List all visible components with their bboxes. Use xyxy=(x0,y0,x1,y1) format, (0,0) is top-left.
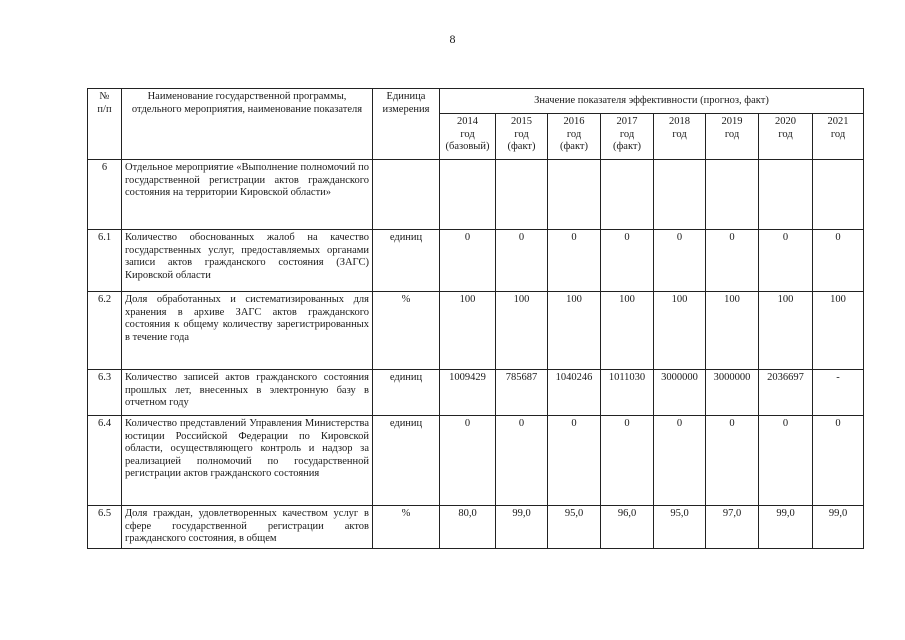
row-value: 0 xyxy=(548,230,601,292)
row-value: 0 xyxy=(548,416,601,506)
table-row xyxy=(88,416,864,506)
row-value: 785687 xyxy=(496,370,548,416)
header-year-4 xyxy=(654,114,706,160)
row-value xyxy=(601,160,654,230)
row-number: 6.1 xyxy=(88,230,122,292)
header-year-line2: год xyxy=(830,128,846,140)
header-year-line3: (факт) xyxy=(612,141,641,152)
row-value: 97,0 xyxy=(706,506,759,549)
row-value: 0 xyxy=(654,416,706,506)
row-value: 0 xyxy=(601,230,654,292)
row-unit: единиц xyxy=(373,230,440,292)
row-unit: единиц xyxy=(373,370,440,416)
header-value-group: Значение показателя эффективности (прогноз, факт) xyxy=(440,89,864,114)
header-year-3 xyxy=(601,114,654,160)
row-value: 1040246 xyxy=(548,370,601,416)
row-unit: % xyxy=(373,506,440,549)
header-year-line2: год xyxy=(724,128,740,140)
header-year-line1: 2019 xyxy=(721,116,743,127)
row-value xyxy=(813,160,864,230)
row-indicator-name: Отдельное мероприятие «Выполнение полномочий по государственной регистрации актов гражданского состояния на территории Кировской области» xyxy=(122,160,373,230)
row-unit xyxy=(373,160,440,230)
row-unit: единиц xyxy=(373,416,440,506)
row-value: 0 xyxy=(813,230,864,292)
row-value: 1011030 xyxy=(601,370,654,416)
row-number: 6.5 xyxy=(88,506,122,549)
row-value: 100 xyxy=(813,292,864,370)
row-value xyxy=(654,160,706,230)
row-indicator-name: Доля обработанных и систематизированных для хранения в архиве ЗАГС актов гражданского состояния к общему количеству зарегистрированных в течение года xyxy=(122,292,373,370)
row-value: 99,0 xyxy=(759,506,813,549)
row-value: 100 xyxy=(601,292,654,370)
header-year-line1: 2021 xyxy=(827,116,849,127)
row-value xyxy=(759,160,813,230)
row-value: 100 xyxy=(706,292,759,370)
row-number: 6.2 xyxy=(88,292,122,370)
header-year-0 xyxy=(440,114,496,160)
row-indicator-name: Количество представлений Управления Министерства юстиции Российской Федерации по Кировской области, осуществляющего контроль и надзор за реализацией полномочий по государственной регистрации актов гражданского состояния xyxy=(122,416,373,506)
row-value: - xyxy=(813,370,864,416)
row-value xyxy=(706,160,759,230)
header-year-1 xyxy=(496,114,548,160)
row-indicator-name: Количество записей актов гражданского состояния прошлых лет, внесенных в электронную базу в отчетном году xyxy=(122,370,373,416)
row-value: 0 xyxy=(496,230,548,292)
row-value: 99,0 xyxy=(813,506,864,549)
header-year-line2: год xyxy=(460,128,475,140)
row-value: 100 xyxy=(496,292,548,370)
row-value: 100 xyxy=(440,292,496,370)
indicators-table xyxy=(87,88,864,549)
header-year-line2: год xyxy=(778,128,793,140)
row-number: 6.3 xyxy=(88,370,122,416)
header-year-line2: год xyxy=(566,128,582,140)
header-num: № п/п xyxy=(88,89,122,160)
header-year-line3: (базовый) xyxy=(445,141,490,152)
table-row xyxy=(88,230,864,292)
header-year-line1: 2014 xyxy=(457,116,478,127)
header-year-5 xyxy=(706,114,759,160)
page-number: 8 xyxy=(449,32,456,46)
row-value: 0 xyxy=(706,230,759,292)
header-year-line2: год xyxy=(672,128,687,140)
header-year-7 xyxy=(813,114,864,160)
header-year-line3: (факт) xyxy=(559,141,588,152)
row-number: 6 xyxy=(88,160,122,230)
row-value: 96,0 xyxy=(601,506,654,549)
table-row xyxy=(88,160,864,230)
row-value: 100 xyxy=(654,292,706,370)
row-value: 2036697 xyxy=(759,370,813,416)
row-value: 100 xyxy=(759,292,813,370)
header-year-2 xyxy=(548,114,601,160)
row-value: 0 xyxy=(813,416,864,506)
row-number: 6.4 xyxy=(88,416,122,506)
row-value xyxy=(496,160,548,230)
row-value: 0 xyxy=(440,230,496,292)
row-indicator-name: Доля граждан, удовлетворенных качеством услуг в сфере государственной регистрации актов гражданского состояния, в общем xyxy=(122,506,373,549)
row-value xyxy=(440,160,496,230)
row-indicator-name: Количество обоснованных жалоб на качество государственных услуг, предоставляемых органами записи актов гражданского состояния (ЗАГС) Кировской области xyxy=(122,230,373,292)
header-year-line3: (факт) xyxy=(507,141,536,152)
header-year-line1: 2016 xyxy=(563,116,585,127)
row-value: 0 xyxy=(601,416,654,506)
row-value: 95,0 xyxy=(548,506,601,549)
header-year-line1: 2015 xyxy=(511,116,532,127)
row-value: 80,0 xyxy=(440,506,496,549)
row-value: 0 xyxy=(759,416,813,506)
row-value: 100 xyxy=(548,292,601,370)
header-year-line1: 2017 xyxy=(616,116,638,127)
row-value: 0 xyxy=(759,230,813,292)
row-value: 3000000 xyxy=(706,370,759,416)
row-unit: % xyxy=(373,292,440,370)
row-value: 3000000 xyxy=(654,370,706,416)
header-year-line1: 2020 xyxy=(775,116,796,127)
header-year-line2: год xyxy=(619,128,635,140)
header-name: Наименование государственной программы, отдельного мероприятия, наименование показателя xyxy=(122,89,373,160)
row-value xyxy=(548,160,601,230)
row-value: 99,0 xyxy=(496,506,548,549)
table-row xyxy=(88,506,864,549)
row-value: 0 xyxy=(654,230,706,292)
header-year-line1: 2018 xyxy=(669,116,690,127)
table-row xyxy=(88,370,864,416)
table-row xyxy=(88,292,864,370)
row-value: 0 xyxy=(440,416,496,506)
header-year-6 xyxy=(759,114,813,160)
header-unit: Единица измерения xyxy=(373,89,440,160)
row-value: 95,0 xyxy=(654,506,706,549)
row-value: 0 xyxy=(496,416,548,506)
header-year-line2: год xyxy=(514,128,529,140)
row-value: 0 xyxy=(706,416,759,506)
row-value: 1009429 xyxy=(440,370,496,416)
